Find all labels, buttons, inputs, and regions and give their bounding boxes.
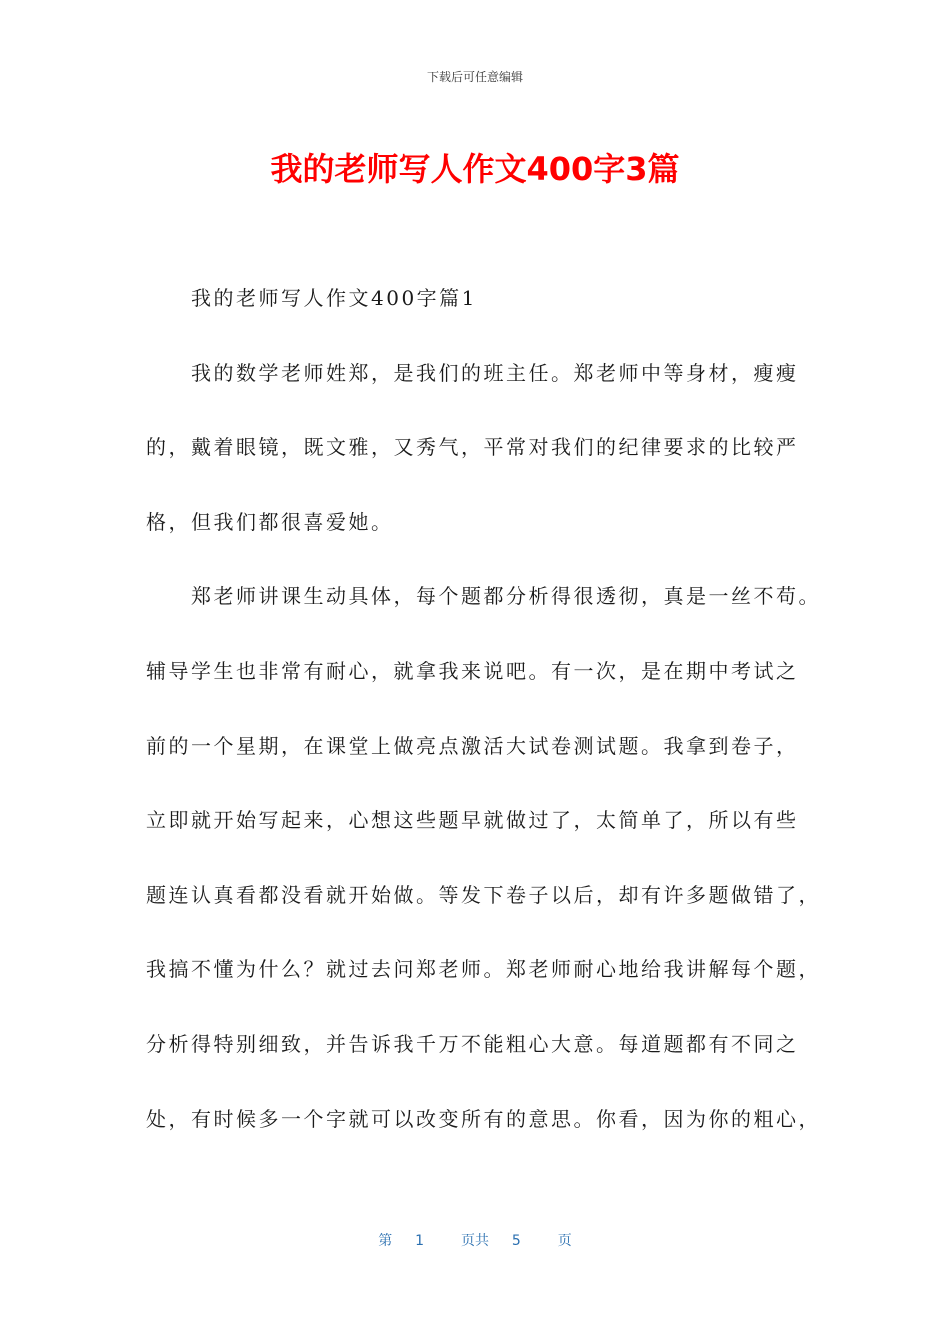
section-heading: 我的老师写人作文400字篇1	[191, 286, 477, 310]
paragraph-line: 分析得特别细致，并告诉我千万不能粗心大意。每道题都有不同之	[146, 1031, 799, 1056]
paragraph-line: 立即就开始写起来，心想这些题早就做过了，太简单了，所以有些	[146, 808, 799, 833]
paragraph-line: 的，戴着眼镜，既文雅，又秀气，平常对我们的纪律要求的比较严	[146, 435, 799, 460]
paragraph-line: 处，有时候多一个字就可以改变所有的意思。你看，因为你的粗心，	[146, 1106, 821, 1131]
footer-page-mid: 页共	[461, 1233, 489, 1249]
paragraph-line: 格，但我们都很喜爱她。	[146, 509, 394, 534]
paragraph-line: 辅导学生也非常有耐心，就拿我来说吧。有一次，是在期中考试之	[146, 658, 799, 683]
page-header: 下载后可任意编辑	[426, 70, 523, 84]
page-footer	[0, 1230, 950, 1250]
paragraph-line: 题连认真看都没看就开始做。等发下卷子以后，却有许多题做错了，	[146, 882, 821, 907]
paragraph-line: 前的一个星期，在课堂上做亮点激活大试卷测试题。我拿到卷子，	[146, 733, 799, 758]
paragraph-line: 郑老师讲课生动具体，每个题都分析得很透彻，真是一丝不苟。	[191, 584, 821, 609]
footer-page-suffix: 页	[557, 1233, 572, 1249]
document-title: 我的老师写人作文400字3篇	[270, 150, 680, 188]
paragraph-line: 我搞不懂为什么？就过去问郑老师。郑老师耐心地给我讲解每个题，	[146, 957, 821, 982]
footer-page-number: 1	[415, 1233, 425, 1249]
footer-total-pages: 5	[511, 1233, 521, 1249]
document-body	[146, 278, 821, 1173]
footer-page-prefix: 第	[378, 1233, 393, 1249]
paragraph-line: 我的数学老师姓郑，是我们的班主任。郑老师中等身材，瘦瘦	[191, 360, 799, 385]
